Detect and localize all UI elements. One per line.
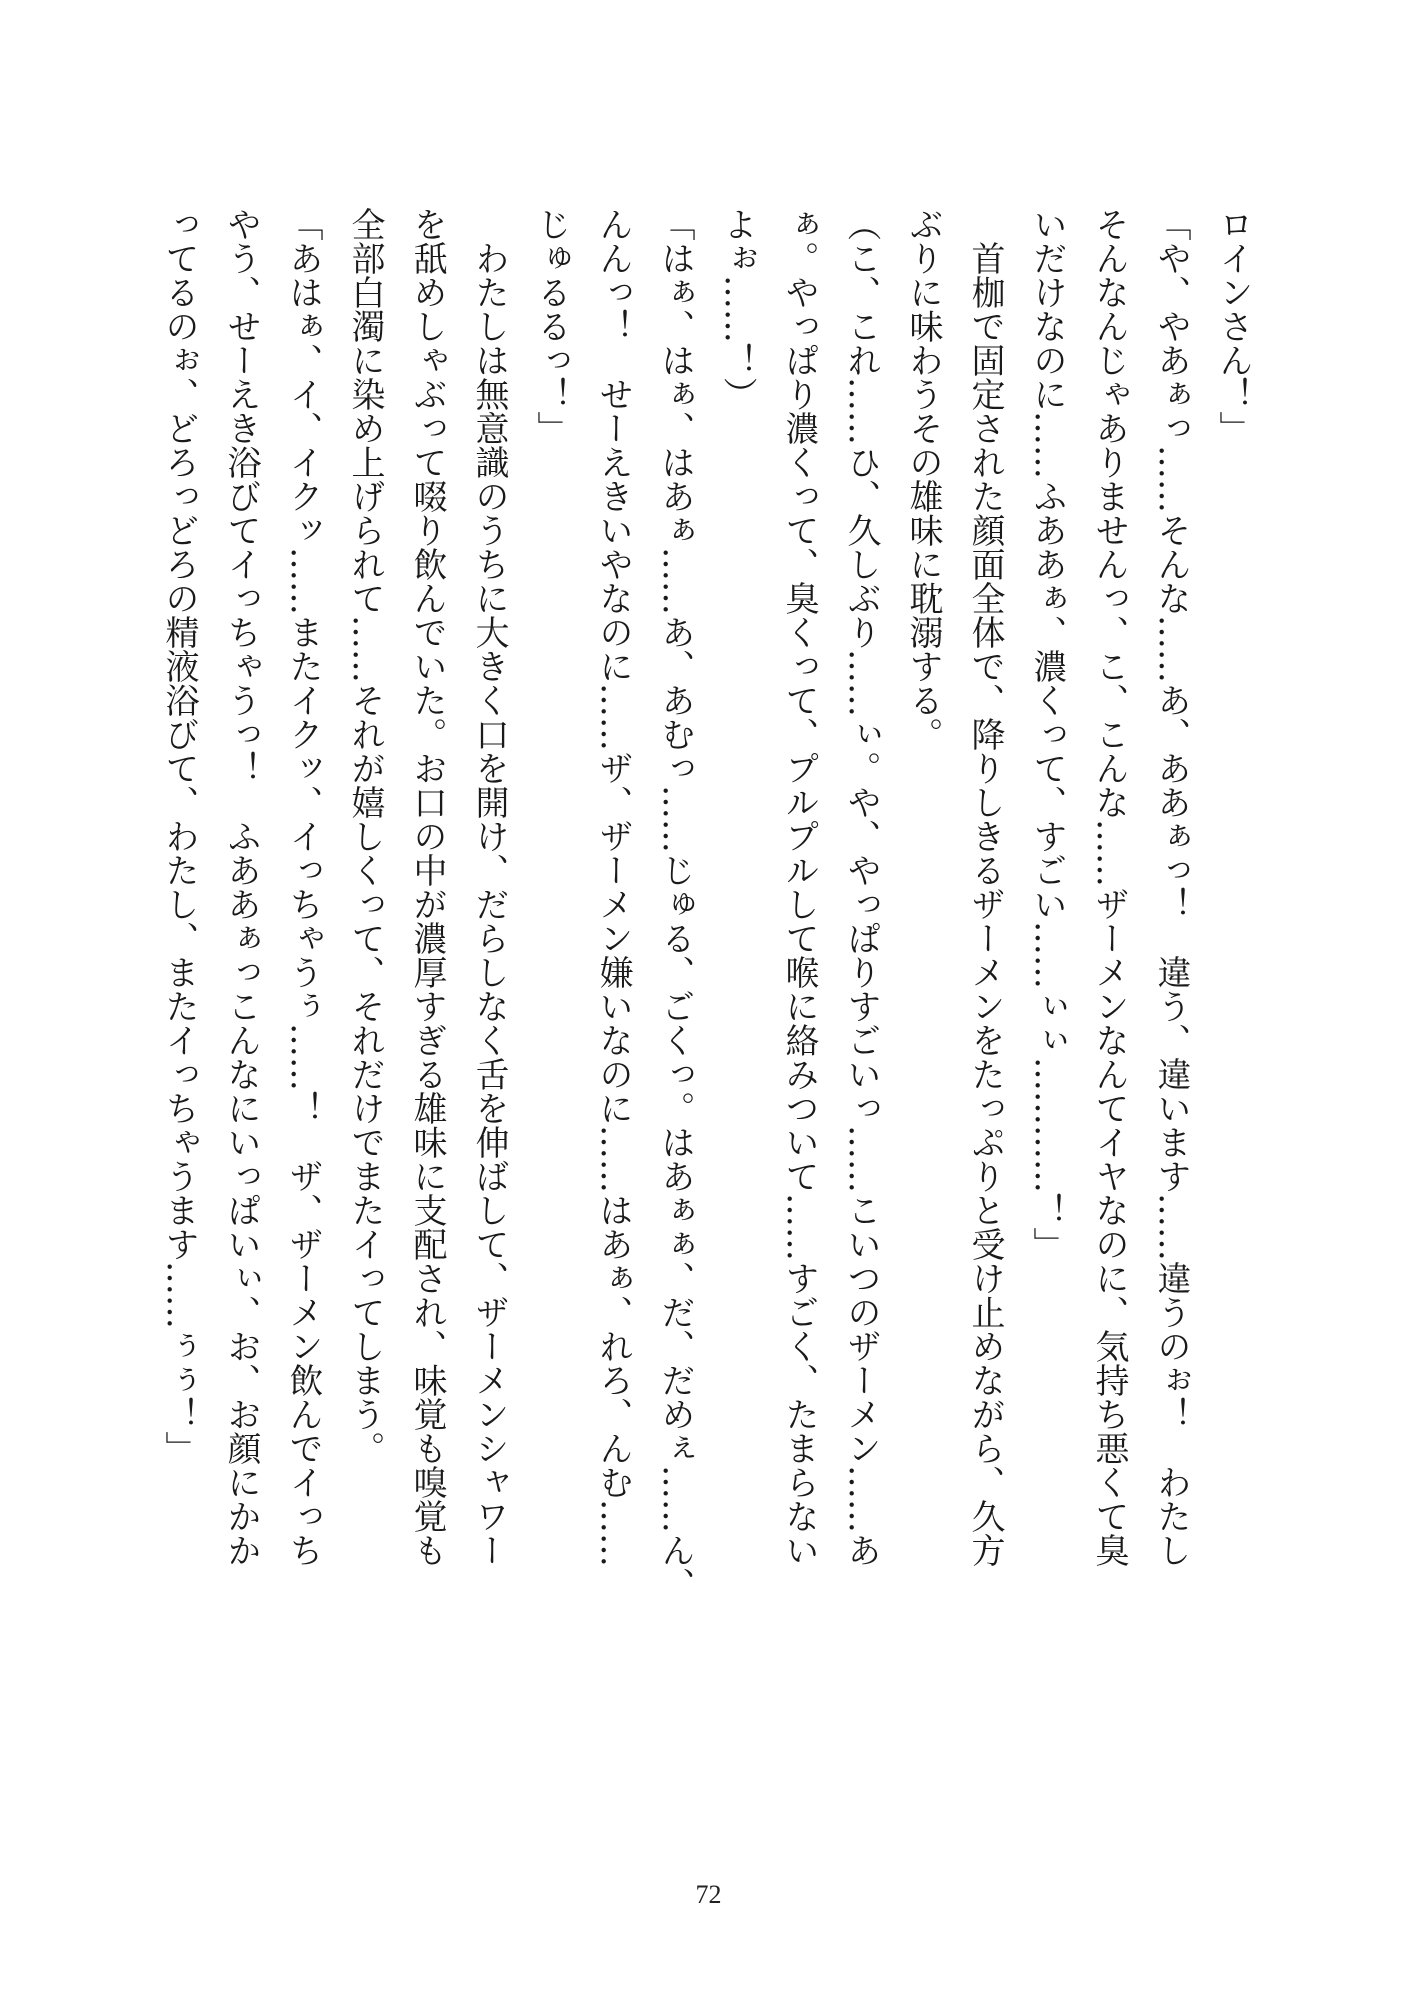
text-line: ロインさん！」 — [1213, 207, 1253, 445]
text-line: ぶりに味わうその雄味に耽溺する。 — [903, 207, 943, 751]
text-line: 「はぁ、はぁ、はあぁ……あ、あむっ……じゅる、ごくっ。はあぁぁ、だ、だめぇ……ん、 — [655, 207, 695, 1601]
vertical-text-body — [148, 207, 1264, 1601]
text-line: 「や、やあぁっ……そんな……あ、ああぁっ！ 違う、違います……違うのぉ！ わたし — [1151, 207, 1191, 1567]
text-line: を舐めしゃぶって啜り飲んでいた。お口の中が濃厚すぎる雄味に支配され、味覚も嗅覚も — [407, 207, 447, 1567]
text-line: 全部白濁に染め上げられて……それが嬉しくって、それだけでまたイってしまう。 — [345, 207, 385, 1465]
text-line: 首枷で固定された顔面全体で、降りしきるザーメンをたっぷりと受け止めながら、久方 — [965, 207, 1005, 1567]
text-line: んんっ！ せーえきいやなのに……ザ、ザーメン嫌いなのに……はあぁ、れろ、んむ…… — [593, 207, 633, 1567]
text-line: ぁ。やっぱり濃くって、臭くって、プルプルして喉に絡みついて……すごく、たまらない — [779, 207, 819, 1567]
text-line: 「あはぁ、イ、イクッ……またイクッ、イっちゃうぅ……！ ザ、ザーメン飲んでイっち — [283, 207, 323, 1567]
text-line: わたしは無意識のうちに大きく口を開け、だらしなく舌を伸ばして、ザーメンシャワー — [469, 207, 509, 1567]
text-line: よぉ……！） — [717, 207, 757, 411]
text-line: じゅるるっ！」 — [531, 207, 571, 445]
text-line: そんなんじゃありませんっ、こ、こんな……ザーメンなんてイヤなのに、気持ち悪くて臭 — [1089, 207, 1129, 1567]
text-line: （こ、これ……ひ、久しぶり……ぃ。や、やっぱりすごいっ……こいつのザーメン……あ — [841, 207, 881, 1567]
text-line: ってるのぉ、どろっどろの精液浴びて、わたし、またイっちゃうます……ぅぅ！」 — [159, 207, 199, 1465]
text-line: いだけなのに……ふああぁ、濃くって、すごい……ぃぃ…………！」 — [1027, 207, 1067, 1261]
text-line: やう、せーえき浴びてイっちゃうっ！ ふああぁっこんなにいっぱいぃ、お、お顔にかか — [221, 207, 261, 1567]
page-number: 72 — [695, 1880, 722, 1909]
